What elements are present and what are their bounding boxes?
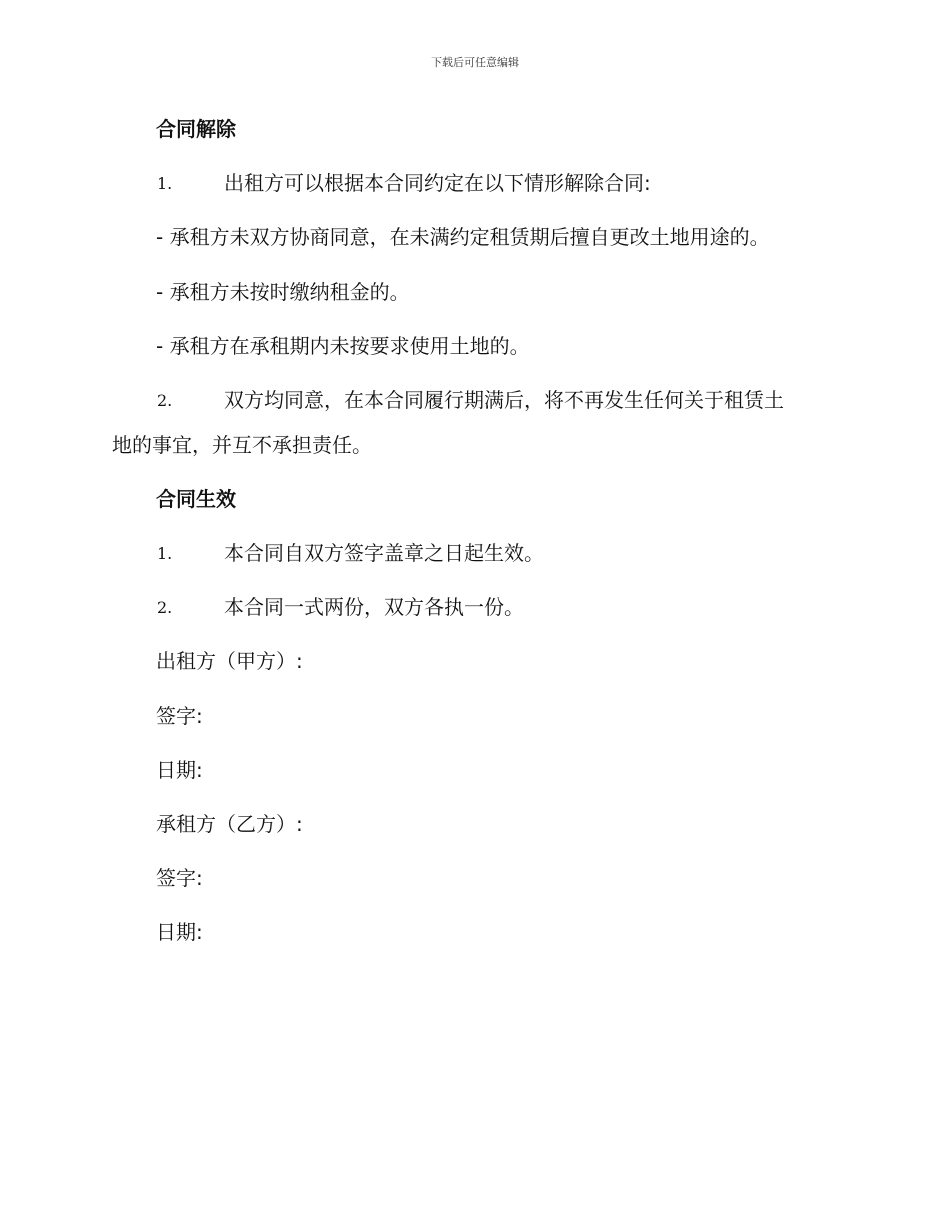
termination-item2-number: 2. <box>157 391 173 410</box>
lessor-date-label: 日期: <box>156 758 203 782</box>
header-note: 下载后可任意编辑 <box>431 56 519 69</box>
effect-item1-number: 1. <box>157 544 173 563</box>
heading-effect: 合同生效 <box>156 487 236 511</box>
effect-item2-number: 2. <box>157 598 173 617</box>
lessor-label: 出租方（甲方）: <box>156 649 303 673</box>
lessee-sign-label: 签字: <box>156 866 203 890</box>
termination-item2-text-line1: 双方均同意，在本合同履行期满后，将不再发生任何关于租赁土 <box>224 388 784 412</box>
lessor-sign-label: 签字: <box>156 704 203 728</box>
lessee-label: 承租方（乙方）: <box>156 812 303 836</box>
effect-item2-text: 本合同一式两份，双方各执一份。 <box>224 595 524 619</box>
effect-item1-text: 本合同自双方签字盖章之日起生效。 <box>224 541 544 565</box>
heading-termination: 合同解除 <box>156 117 236 141</box>
termination-item2-text-line2: 地的事宜，并互不承担责任。 <box>112 433 372 457</box>
termination-bullet-2: - 承租方未按时缴纳租金的。 <box>156 280 410 304</box>
termination-bullet-3: - 承租方在承租期内未按要求使用土地的。 <box>156 334 530 358</box>
termination-item1-text: 出租方可以根据本合同约定在以下情形解除合同: <box>224 171 651 195</box>
termination-item1-number: 1. <box>157 174 173 193</box>
termination-bullet-1: - 承租方未双方协商同意，在未满约定租赁期后擅自更改土地用途的。 <box>156 225 770 249</box>
lessee-date-label: 日期: <box>156 920 203 944</box>
